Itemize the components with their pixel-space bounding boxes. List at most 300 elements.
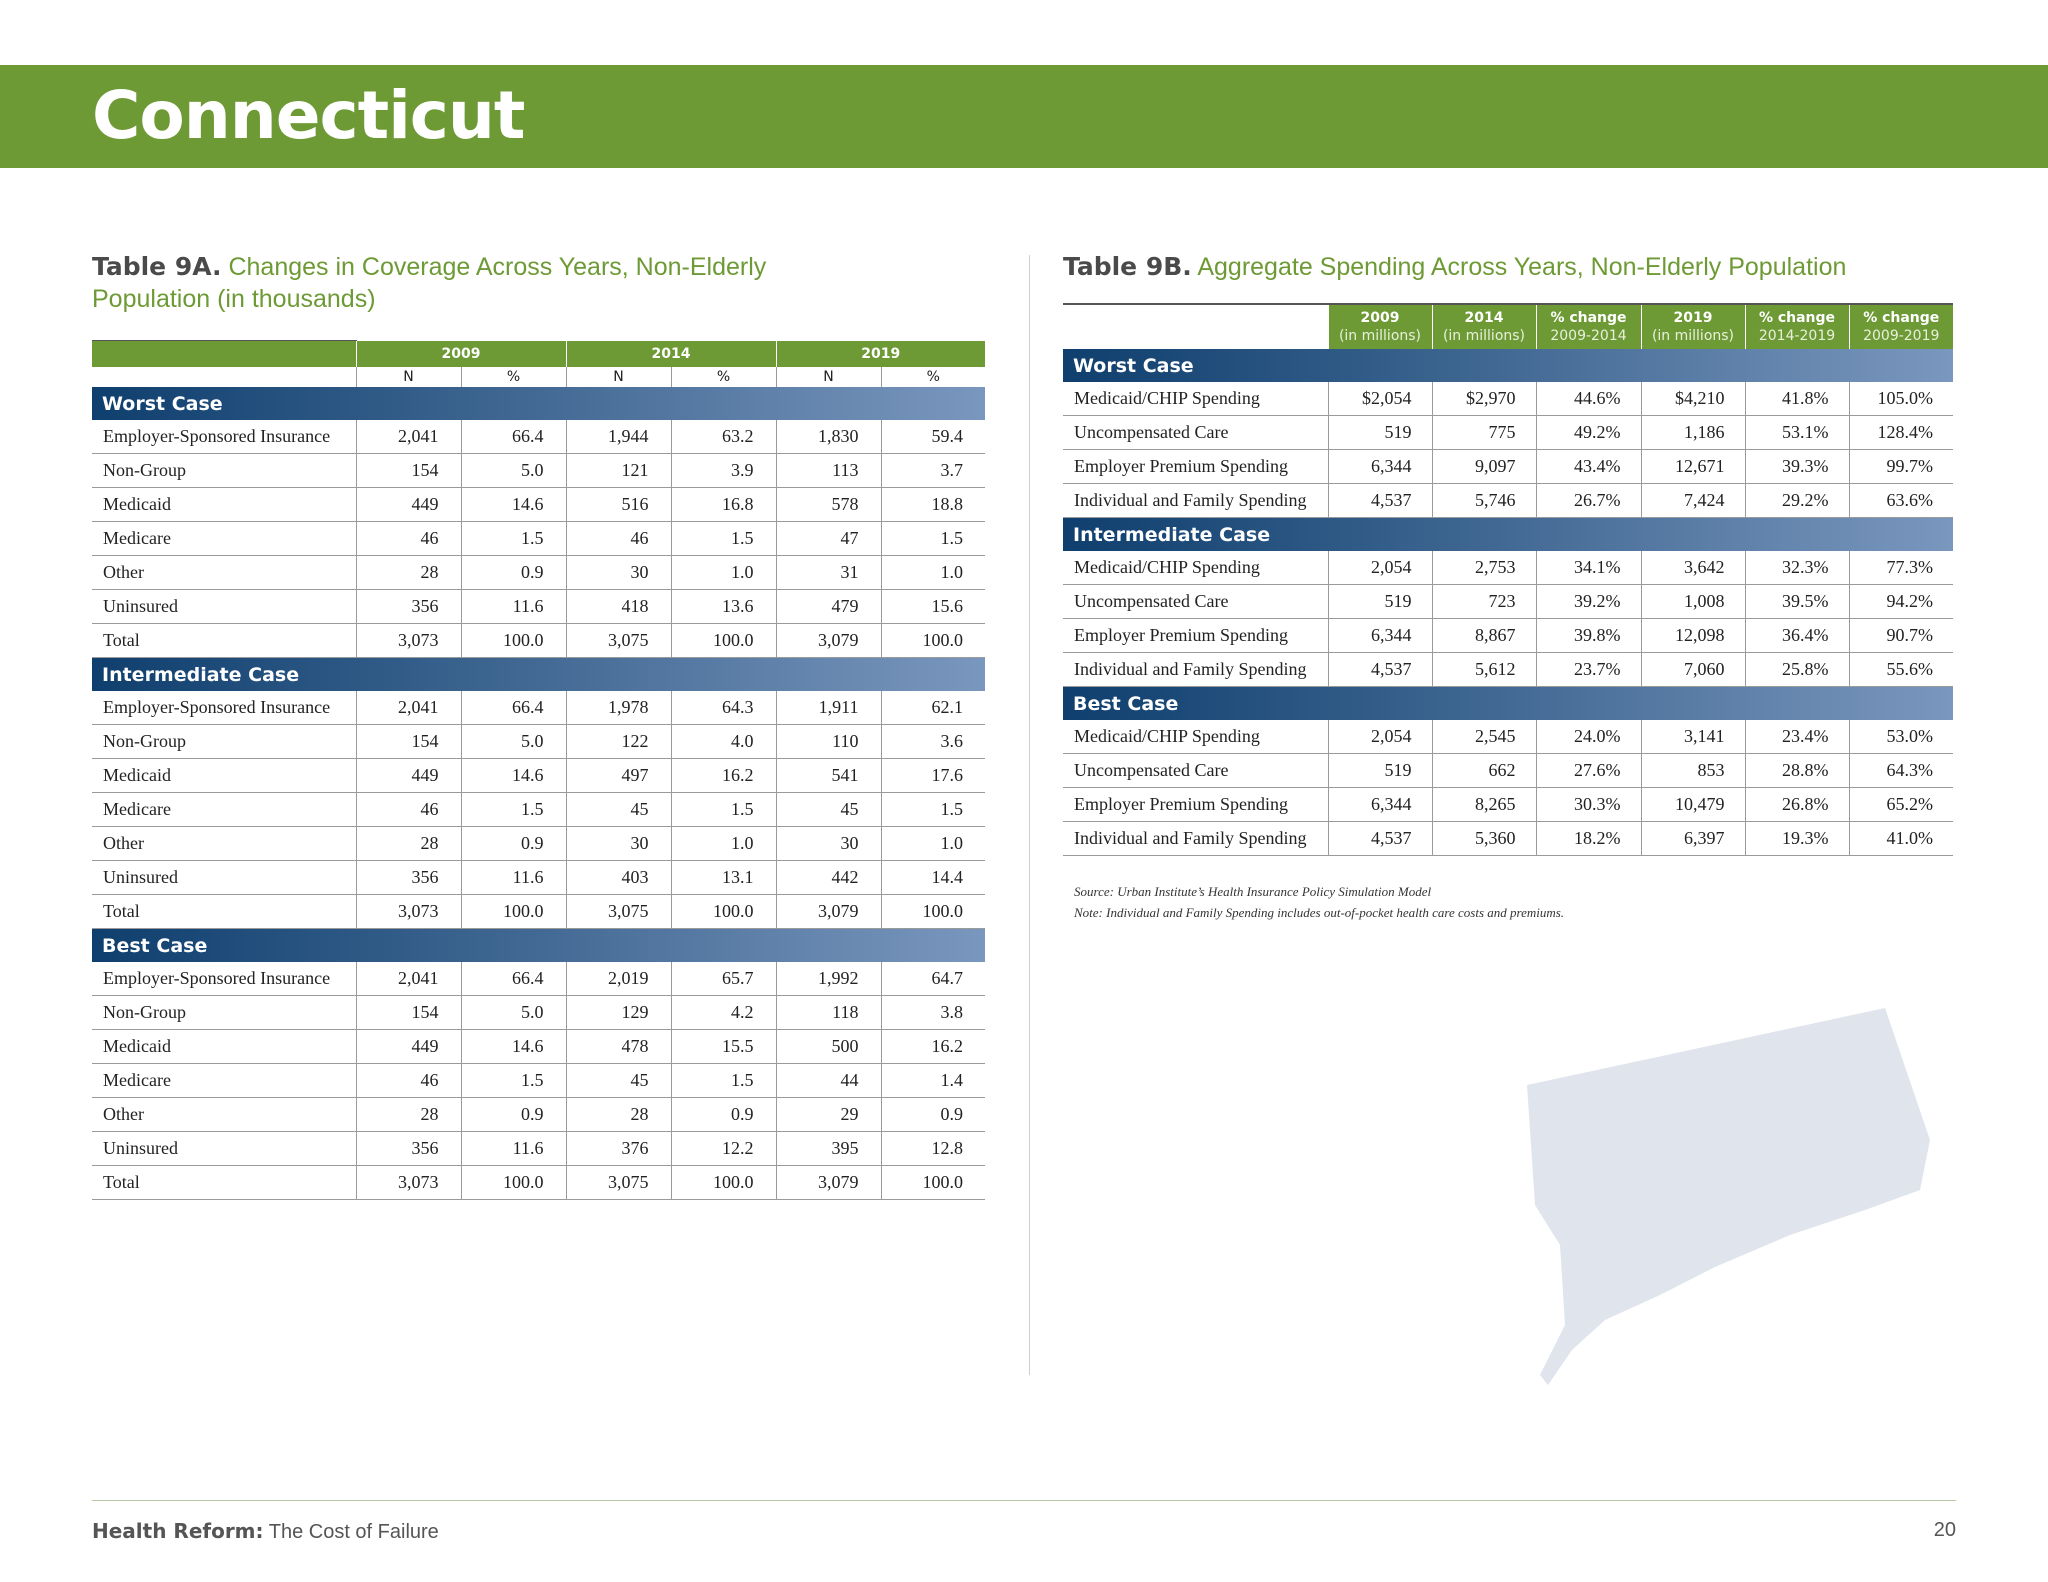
- table-row: [1063, 619, 1953, 653]
- cell-value: 1,830: [776, 420, 881, 454]
- cell-value: 395: [776, 1132, 881, 1166]
- cell-value: 1.4: [881, 1064, 985, 1098]
- row-label: Medicare: [92, 793, 356, 827]
- table-9b-notes: [1074, 881, 1564, 923]
- cell-value: 3,079: [776, 624, 881, 658]
- column-header-sub: (in millions): [1442, 328, 1526, 344]
- column-header-main: 2009: [1360, 310, 1400, 326]
- cell-value: 2,054: [1328, 551, 1432, 585]
- cell-value: 45: [776, 793, 881, 827]
- cell-value: 30.3%: [1536, 788, 1641, 822]
- column-header-main: % change: [1863, 310, 1940, 326]
- cell-value: 723: [1432, 585, 1536, 619]
- table-row: [1063, 416, 1953, 450]
- cell-value: 13.6: [671, 590, 776, 624]
- column-subheader: N: [356, 367, 461, 387]
- table-row: [92, 454, 985, 488]
- cell-value: 12.2: [671, 1132, 776, 1166]
- cell-value: 8,265: [1432, 788, 1536, 822]
- cell-value: $4,210: [1641, 382, 1745, 416]
- cell-value: 113: [776, 454, 881, 488]
- subheader-row: [92, 367, 985, 387]
- cell-value: 41.0%: [1849, 822, 1953, 856]
- section-header-row: [1063, 687, 1953, 721]
- table-row: [92, 996, 985, 1030]
- cell-value: 53.1%: [1745, 416, 1849, 450]
- table-row: [92, 1064, 985, 1098]
- year-header: 2014: [566, 341, 776, 367]
- cell-value: 356: [356, 1132, 461, 1166]
- cell-value: 1.5: [671, 522, 776, 556]
- cell-value: 853: [1641, 754, 1745, 788]
- cell-value: 662: [1432, 754, 1536, 788]
- row-label: Other: [92, 556, 356, 590]
- cell-value: 23.4%: [1745, 720, 1849, 754]
- table-row: [1063, 484, 1953, 518]
- cell-value: 39.5%: [1745, 585, 1849, 619]
- cell-value: 100.0: [671, 895, 776, 929]
- cell-value: 497: [566, 759, 671, 793]
- cell-value: 28.8%: [1745, 754, 1849, 788]
- cell-value: 3.9: [671, 454, 776, 488]
- cell-value: 1.5: [671, 793, 776, 827]
- cell-value: 77.3%: [1849, 551, 1953, 585]
- table-row: [92, 522, 985, 556]
- column-header: [1849, 305, 1953, 349]
- cell-value: 122: [566, 725, 671, 759]
- cell-value: 1.5: [461, 793, 566, 827]
- cell-value: 9,097: [1432, 450, 1536, 484]
- table-9a-label: Table 9A.: [92, 252, 222, 281]
- section-header-row: [92, 658, 985, 692]
- cell-value: 46: [356, 793, 461, 827]
- cell-value: 64.3%: [1849, 754, 1953, 788]
- cell-value: 7,424: [1641, 484, 1745, 518]
- cell-value: 100.0: [461, 624, 566, 658]
- cell-value: 6,344: [1328, 788, 1432, 822]
- column-subheader: N: [776, 367, 881, 387]
- cell-value: 47: [776, 522, 881, 556]
- table-row: [92, 861, 985, 895]
- cell-value: 65.7: [671, 962, 776, 996]
- cell-value: 5.0: [461, 454, 566, 488]
- cell-value: 1,008: [1641, 585, 1745, 619]
- cell-value: 64.7: [881, 962, 985, 996]
- cell-value: 1.5: [461, 1064, 566, 1098]
- table-row: [92, 420, 985, 454]
- row-label: Medicaid: [92, 759, 356, 793]
- cell-value: 1.0: [671, 827, 776, 861]
- table-row: [1063, 653, 1953, 687]
- page-title: Connecticut: [92, 77, 525, 154]
- section-title: Best Case: [1063, 687, 1953, 721]
- cell-value: 31: [776, 556, 881, 590]
- cell-value: 62.1: [881, 691, 985, 725]
- cell-value: 478: [566, 1030, 671, 1064]
- cell-value: 28: [356, 1098, 461, 1132]
- table-row: [92, 725, 985, 759]
- table-row: [1063, 754, 1953, 788]
- year-header-row: [92, 341, 985, 367]
- cell-value: 8,867: [1432, 619, 1536, 653]
- cell-value: 46: [356, 1064, 461, 1098]
- cell-value: $2,970: [1432, 382, 1536, 416]
- cell-value: 12.8: [881, 1132, 985, 1166]
- row-label: Employer-Sponsored Insurance: [92, 962, 356, 996]
- cell-value: 403: [566, 861, 671, 895]
- cell-value: 13.1: [671, 861, 776, 895]
- cell-value: 100.0: [671, 1166, 776, 1200]
- cell-value: 32.3%: [1745, 551, 1849, 585]
- cell-value: 0.9: [461, 1098, 566, 1132]
- cell-value: 4,537: [1328, 484, 1432, 518]
- cell-value: 516: [566, 488, 671, 522]
- cell-value: 34.1%: [1536, 551, 1641, 585]
- cell-value: 36.4%: [1745, 619, 1849, 653]
- cell-value: 376: [566, 1132, 671, 1166]
- cell-value: 12,671: [1641, 450, 1745, 484]
- cell-value: 94.2%: [1849, 585, 1953, 619]
- cell-value: 49.2%: [1536, 416, 1641, 450]
- cell-value: 27.6%: [1536, 754, 1641, 788]
- header-blank: [92, 341, 356, 367]
- cell-value: 3,073: [356, 895, 461, 929]
- cell-value: 18.2%: [1536, 822, 1641, 856]
- cell-value: 66.4: [461, 691, 566, 725]
- table-row: [92, 1132, 985, 1166]
- row-label: Uninsured: [92, 861, 356, 895]
- cell-value: 26.8%: [1745, 788, 1849, 822]
- table-row: [1063, 382, 1953, 416]
- cell-value: 449: [356, 759, 461, 793]
- cell-value: 2,054: [1328, 720, 1432, 754]
- cell-value: 3.6: [881, 725, 985, 759]
- footer-bold: Health Reform:: [92, 1519, 264, 1543]
- cell-value: 100.0: [881, 1166, 985, 1200]
- table-row: [1063, 788, 1953, 822]
- cell-value: 16.2: [671, 759, 776, 793]
- row-label: Medicare: [92, 522, 356, 556]
- cell-value: 10,479: [1641, 788, 1745, 822]
- row-label: Uninsured: [92, 1132, 356, 1166]
- row-label: Non-Group: [92, 454, 356, 488]
- cell-value: 45: [566, 793, 671, 827]
- cell-value: 1.5: [461, 522, 566, 556]
- cell-value: 100.0: [881, 624, 985, 658]
- connecticut-state-silhouette: [1520, 1005, 1940, 1390]
- cell-value: 28: [356, 827, 461, 861]
- cell-value: 0.9: [881, 1098, 985, 1132]
- cell-value: 63.2: [671, 420, 776, 454]
- cell-value: 6,344: [1328, 450, 1432, 484]
- cell-value: 63.6%: [1849, 484, 1953, 518]
- cell-value: 14.6: [461, 488, 566, 522]
- cell-value: 519: [1328, 754, 1432, 788]
- row-label: Individual and Family Spending: [1063, 484, 1328, 518]
- row-label: Employer Premium Spending: [1063, 788, 1328, 822]
- cell-value: 356: [356, 590, 461, 624]
- cell-value: 41.8%: [1745, 382, 1849, 416]
- table-9a: [92, 341, 985, 1200]
- row-label: Non-Group: [92, 725, 356, 759]
- cell-value: 578: [776, 488, 881, 522]
- table-9a-title-line2: Population (in thousands): [92, 285, 376, 313]
- cell-value: 118: [776, 996, 881, 1030]
- column-header-main: 2014: [1464, 310, 1504, 326]
- row-label: Uncompensated Care: [1063, 585, 1328, 619]
- cell-value: 39.2%: [1536, 585, 1641, 619]
- cell-value: 44: [776, 1064, 881, 1098]
- cell-value: 105.0%: [1849, 382, 1953, 416]
- cell-value: 11.6: [461, 1132, 566, 1166]
- cell-value: 46: [356, 522, 461, 556]
- table-9a-title-line1: Changes in Coverage Across Years, Non-Elderly: [221, 253, 767, 281]
- cell-value: 45: [566, 1064, 671, 1098]
- section-title: Intermediate Case: [92, 658, 985, 692]
- table-row: [92, 895, 985, 929]
- column-subheader: N: [566, 367, 671, 387]
- title-banner: [0, 65, 2048, 168]
- cell-value: 3,073: [356, 624, 461, 658]
- column-header: [1328, 305, 1432, 349]
- cell-value: 1,992: [776, 962, 881, 996]
- cell-value: 3,141: [1641, 720, 1745, 754]
- column-header-main: % change: [1550, 310, 1627, 326]
- column-header-sub: 2009-2019: [1863, 328, 1940, 344]
- cell-value: 2,041: [356, 420, 461, 454]
- cell-value: 100.0: [461, 1166, 566, 1200]
- column-divider: [1029, 255, 1030, 1375]
- cell-value: 0.9: [461, 827, 566, 861]
- cell-value: 53.0%: [1849, 720, 1953, 754]
- column-header-sub: (in millions): [1338, 328, 1422, 344]
- cell-value: 28: [356, 556, 461, 590]
- row-label: Medicaid: [92, 1030, 356, 1064]
- column-header-sub: 2009-2014: [1550, 328, 1627, 344]
- table-row: [1063, 450, 1953, 484]
- cell-value: 1,186: [1641, 416, 1745, 450]
- cell-value: 99.7%: [1849, 450, 1953, 484]
- cell-value: 1.0: [881, 827, 985, 861]
- cell-value: 11.6: [461, 590, 566, 624]
- cell-value: 39.3%: [1745, 450, 1849, 484]
- row-label: Uninsured: [92, 590, 356, 624]
- cell-value: 3,075: [566, 624, 671, 658]
- cell-value: 15.5: [671, 1030, 776, 1064]
- cell-value: 154: [356, 996, 461, 1030]
- cell-value: 44.6%: [1536, 382, 1641, 416]
- cell-value: 1.0: [881, 556, 985, 590]
- cell-value: 3.8: [881, 996, 985, 1030]
- cell-value: 55.6%: [1849, 653, 1953, 687]
- column-subheader: %: [881, 367, 985, 387]
- cell-value: 3,079: [776, 895, 881, 929]
- cell-value: 14.4: [881, 861, 985, 895]
- cell-value: 1.5: [881, 522, 985, 556]
- column-header: [1536, 305, 1641, 349]
- row-label: Medicaid/CHIP Spending: [1063, 382, 1328, 416]
- header-blank: [1063, 305, 1328, 349]
- cell-value: 0.9: [671, 1098, 776, 1132]
- section-header-row: [1063, 518, 1953, 552]
- cell-value: 24.0%: [1536, 720, 1641, 754]
- cell-value: 64.3: [671, 691, 776, 725]
- row-label: Total: [92, 895, 356, 929]
- subheader-blank: [92, 367, 356, 387]
- row-label: Employer-Sponsored Insurance: [92, 420, 356, 454]
- footer-title: [92, 1519, 439, 1544]
- table-row: [92, 691, 985, 725]
- cell-value: 1.0: [671, 556, 776, 590]
- cell-value: 519: [1328, 585, 1432, 619]
- cell-value: 1,944: [566, 420, 671, 454]
- column-header: [1745, 305, 1849, 349]
- cell-value: 23.7%: [1536, 653, 1641, 687]
- cell-value: 6,397: [1641, 822, 1745, 856]
- cell-value: 4.0: [671, 725, 776, 759]
- cell-value: 17.6: [881, 759, 985, 793]
- row-label: Individual and Family Spending: [1063, 653, 1328, 687]
- footnote: Note: Individual and Family Spending includes out-of-pocket health care costs and premiums.: [1074, 905, 1565, 920]
- year-header: 2019: [776, 341, 985, 367]
- cell-value: 66.4: [461, 962, 566, 996]
- column-header-sub: 2014-2019: [1758, 328, 1836, 344]
- table-9b-title: Aggregate Spending Across Years, Non-Elderly Population: [1191, 253, 1847, 281]
- cell-value: 356: [356, 861, 461, 895]
- cell-value: 14.6: [461, 1030, 566, 1064]
- cell-value: 30: [776, 827, 881, 861]
- column-header: [1641, 305, 1745, 349]
- cell-value: 2,545: [1432, 720, 1536, 754]
- section-title: Worst Case: [1063, 349, 1953, 382]
- table-row: [92, 624, 985, 658]
- row-label: Other: [92, 827, 356, 861]
- cell-value: 5,612: [1432, 653, 1536, 687]
- table-row: [92, 1030, 985, 1064]
- section-header-row: [92, 387, 985, 420]
- cell-value: 3,075: [566, 1166, 671, 1200]
- cell-value: 418: [566, 590, 671, 624]
- cell-value: $2,054: [1328, 382, 1432, 416]
- cell-value: 2,753: [1432, 551, 1536, 585]
- row-label: Employer-Sponsored Insurance: [92, 691, 356, 725]
- row-label: Employer Premium Spending: [1063, 619, 1328, 653]
- cell-value: 1,978: [566, 691, 671, 725]
- cell-value: 12,098: [1641, 619, 1745, 653]
- table-row: [1063, 585, 1953, 619]
- cell-value: 3,073: [356, 1166, 461, 1200]
- row-label: Other: [92, 1098, 356, 1132]
- cell-value: 2,041: [356, 962, 461, 996]
- cell-value: 4,537: [1328, 653, 1432, 687]
- table-9a-caption: [92, 251, 992, 315]
- cell-value: 541: [776, 759, 881, 793]
- cell-value: 0.9: [461, 556, 566, 590]
- cell-value: 15.6: [881, 590, 985, 624]
- cell-value: 28: [566, 1098, 671, 1132]
- row-label: Uncompensated Care: [1063, 416, 1328, 450]
- cell-value: 128.4%: [1849, 416, 1953, 450]
- row-label: Non-Group: [92, 996, 356, 1030]
- cell-value: 65.2%: [1849, 788, 1953, 822]
- cell-value: 5,360: [1432, 822, 1536, 856]
- column-header-sub: (in millions): [1651, 328, 1735, 344]
- year-header: 2009: [356, 341, 566, 367]
- cell-value: 3,079: [776, 1166, 881, 1200]
- cell-value: 14.6: [461, 759, 566, 793]
- footer-rest: The Cost of Failure: [263, 1521, 439, 1543]
- cell-value: 25.8%: [1745, 653, 1849, 687]
- cell-value: 154: [356, 454, 461, 488]
- column-header-main: 2019: [1673, 310, 1713, 326]
- section-title: Worst Case: [92, 387, 985, 420]
- cell-value: 121: [566, 454, 671, 488]
- cell-value: 5,746: [1432, 484, 1536, 518]
- cell-value: 18.8: [881, 488, 985, 522]
- cell-value: 2,041: [356, 691, 461, 725]
- cell-value: 775: [1432, 416, 1536, 450]
- cell-value: 5.0: [461, 725, 566, 759]
- section-header-row: [1063, 349, 1953, 382]
- row-label: Medicaid/CHIP Spending: [1063, 720, 1328, 754]
- cell-value: 11.6: [461, 861, 566, 895]
- table-row: [1063, 720, 1953, 754]
- cell-value: 43.4%: [1536, 450, 1641, 484]
- column-subheader: %: [671, 367, 776, 387]
- cell-value: 16.8: [671, 488, 776, 522]
- cell-value: 59.4: [881, 420, 985, 454]
- row-label: Employer Premium Spending: [1063, 450, 1328, 484]
- cell-value: 1.5: [671, 1064, 776, 1098]
- row-label: Medicaid: [92, 488, 356, 522]
- table-row: [92, 1098, 985, 1132]
- page-number: 20: [1933, 1519, 1956, 1541]
- cell-value: 90.7%: [1849, 619, 1953, 653]
- row-label: Uncompensated Care: [1063, 754, 1328, 788]
- cell-value: 29.2%: [1745, 484, 1849, 518]
- cell-value: 2,019: [566, 962, 671, 996]
- column-header-main: % change: [1758, 310, 1836, 326]
- cell-value: 100.0: [671, 624, 776, 658]
- section-title: Best Case: [92, 929, 985, 963]
- cell-value: 500: [776, 1030, 881, 1064]
- cell-value: 1,911: [776, 691, 881, 725]
- section-title: Intermediate Case: [1063, 518, 1953, 552]
- cell-value: 100.0: [461, 895, 566, 929]
- cell-value: 442: [776, 861, 881, 895]
- table-row: [92, 827, 985, 861]
- table-row: [92, 590, 985, 624]
- table-row: [1063, 822, 1953, 856]
- table-row: [92, 1166, 985, 1200]
- cell-value: 3,075: [566, 895, 671, 929]
- row-label: Individual and Family Spending: [1063, 822, 1328, 856]
- table-row: [92, 962, 985, 996]
- cell-value: 1.5: [881, 793, 985, 827]
- cell-value: 154: [356, 725, 461, 759]
- cell-value: 46: [566, 522, 671, 556]
- cell-value: 3,642: [1641, 551, 1745, 585]
- cell-value: 39.8%: [1536, 619, 1641, 653]
- cell-value: 30: [566, 827, 671, 861]
- row-label: Total: [92, 1166, 356, 1200]
- footer-rule: [92, 1500, 1956, 1501]
- table-row: [92, 556, 985, 590]
- cell-value: 16.2: [881, 1030, 985, 1064]
- cell-value: 19.3%: [1745, 822, 1849, 856]
- cell-value: 30: [566, 556, 671, 590]
- table-9b-caption: [1063, 251, 2003, 283]
